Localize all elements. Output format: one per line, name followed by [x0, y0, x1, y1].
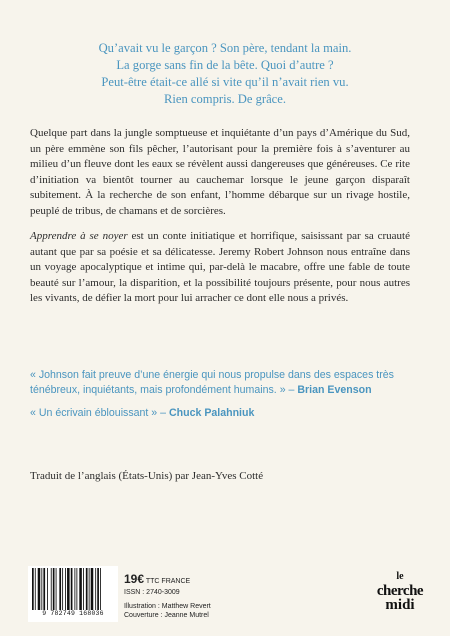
barcode-bar: [43, 568, 45, 610]
price-amount: 19: [124, 572, 138, 586]
quote-2: [30, 406, 420, 421]
barcode-bar: [74, 568, 75, 610]
cover-credit: Couverture : Jeanne Mutrel: [124, 612, 209, 619]
quote-text: « Johnson fait preuve d’une énergie qui nous propulse dans des espaces très ténébreux, inquiétants, mais profondément humains. » –: [30, 369, 394, 396]
teaser-line: La gorge sans fin de la bête. Quoi d’autre ?: [116, 58, 334, 72]
quote-author: Brian Evenson: [297, 384, 372, 396]
press-quotes: [30, 368, 420, 429]
barcode-bar: [51, 568, 52, 610]
barcode-bar: [91, 568, 94, 610]
barcode-bar: [65, 568, 66, 610]
barcode-bar: [47, 568, 48, 610]
barcode-bar: [83, 568, 84, 610]
synopsis-paragraph-2-text: est un conte initiatique et horrifique, saisissant par sa cruauté autant que par sa poésie et sa délicatesse. Jeremy Robert Johnson nous entraîne dans un voyage apocalyptique et intime qui, par-delà le macabre, offre une fable de toute beauté sur l’amour, la disparition, et la possibilité toujours présente, pour nous autres les vivants, de défier la mort pour lui arracher ce dont elle nous a privés.: [30, 230, 411, 304]
price-suffix: TTC FRANCE: [144, 578, 191, 585]
book-title: Apprendre à se noyer: [30, 230, 128, 242]
barcode-bar: [53, 568, 55, 610]
synopsis: [30, 126, 410, 317]
synopsis-paragraph-1: Quelque part dans la jungle somptueuse et inquiétante d’un pays d’Amérique du Sud, un père emmène son fils pêcher, l’autorisant pour la première fois à s’aventurer au milieu d’un fleuve dont les eaux se révèlent aussi dangereuses que généreuses. Ce rite d’initiation va bientôt tourner au cauchemar lorsque le jeune garçon disparaît subitement. À la recherche de son enfant, l’homme débarque sur un rivage hostile, peuplé de tribus, de chamans et de sorcières.: [30, 127, 410, 217]
barcode-bar: [56, 568, 57, 610]
barcode-bar: [86, 568, 88, 610]
barcode-bar: [41, 568, 42, 610]
price-currency: €: [137, 572, 145, 586]
barcode: [28, 566, 118, 622]
teaser-block: [30, 40, 420, 108]
synopsis-paragraph-2: [30, 229, 410, 307]
publisher-logo: [375, 570, 425, 612]
barcode-bars: [32, 568, 114, 610]
barcode-bar: [97, 568, 99, 610]
barcode-bar: [62, 568, 63, 610]
translator-credit: Traduit de l’anglais (États-Unis) par Jean-Yves Cotté: [30, 470, 264, 482]
barcode-bar: [67, 568, 70, 610]
teaser-line: Rien compris. De grâce.: [163, 92, 287, 106]
barcode-bar: [35, 568, 36, 610]
publisher-logo-line-3: midi: [385, 597, 415, 613]
teaser-line: Qu’avait vu le garçon ? Son père, tendant la main.: [98, 41, 352, 55]
quote-author: Chuck Palahniuk: [169, 407, 255, 419]
barcode-digits: 9 782749 168036: [42, 610, 104, 617]
quote-1: [30, 368, 420, 398]
barcode-bar: [89, 568, 90, 610]
publisher-logo-line-1: le: [396, 571, 404, 582]
quote-text: « Un écrivain éblouissant » –: [30, 407, 167, 419]
price: [124, 570, 211, 588]
illustration-credit: Illustration : Matthew Revert: [124, 603, 211, 610]
teaser-line: Peut-être était-ce allé si vite qu’il n’avait rien vu.: [101, 75, 349, 89]
publisher-logo-line-2: cherche: [376, 583, 424, 599]
price-block: [124, 570, 211, 620]
barcode-bar: [95, 568, 96, 610]
barcode-bar: [32, 568, 34, 610]
barcode-bar: [38, 568, 41, 610]
barcode-bar: [76, 568, 77, 610]
barcode-bar: [59, 568, 61, 610]
barcode-bar: [100, 568, 101, 610]
barcode-bar: [79, 568, 82, 610]
issn: ISSN : 2740-3009: [124, 589, 180, 596]
barcode-bar: [71, 568, 73, 610]
